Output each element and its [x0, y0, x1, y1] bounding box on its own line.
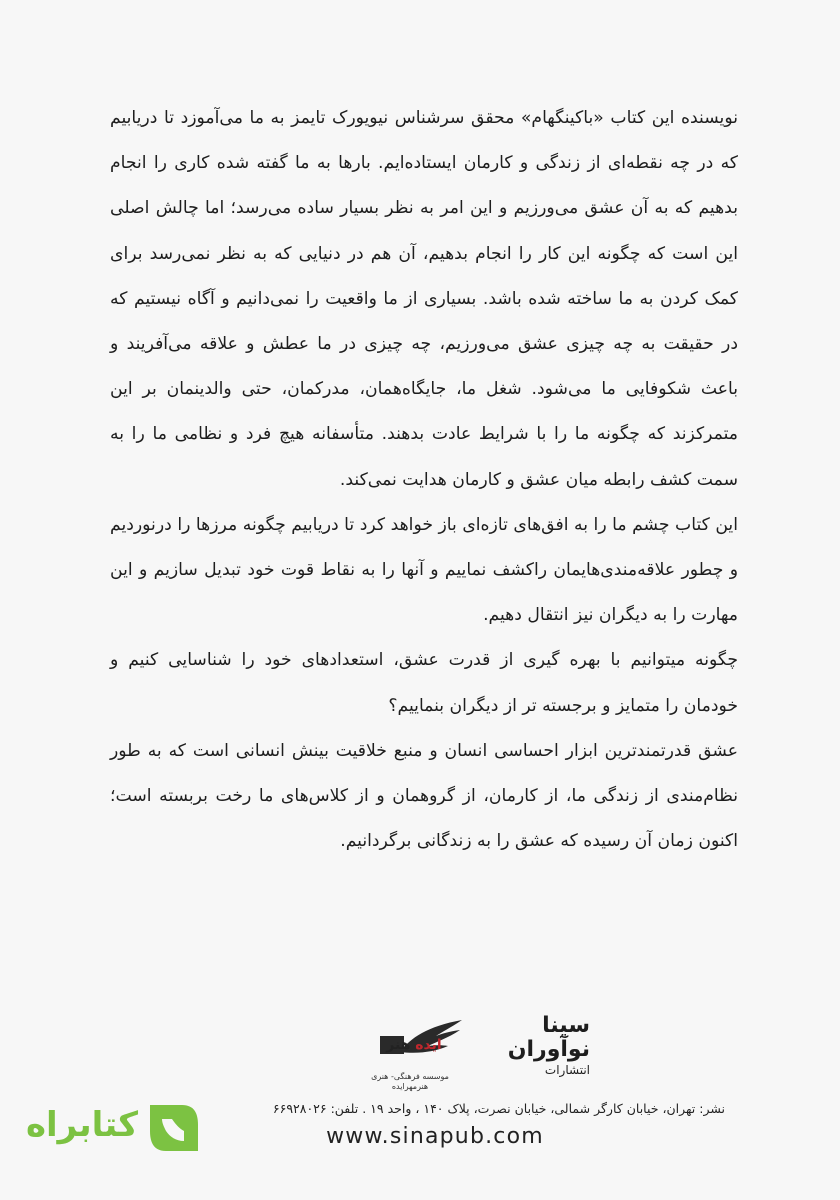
hmehr-logo-word — [384, 1038, 444, 1052]
ketabrah-wordmark: کتابراه — [25, 1105, 138, 1145]
publisher-website: www.sinapub.com — [326, 1124, 544, 1149]
hmehr-logo-subtitle — [370, 1072, 450, 1092]
publisher-logos — [370, 1010, 590, 1098]
hmehr-ideh-logo — [370, 1018, 466, 1098]
hmehr-logo-sub2: هنرمهرایده — [391, 1082, 429, 1091]
hmehr-logo-black-word: هنر — [386, 1037, 411, 1053]
back-cover-text — [110, 96, 738, 864]
paragraph-2: این کتاب چشم ما را به افق‌های تازه‌ای باز خواهد کرد تا دریابیم چگونه مرزها را درنوردیم و چطور علاقه‌مندی‌هایمان راکشف نماییم و آنها را به نقاط قوت خود تبدیل سازیم و این مهارت را به دیگران نیز انتقال دهیم. — [110, 514, 738, 626]
paragraph-4: عشق قدرتمندترین ابزار احساسی انسان و منبع خلاقیت بینش انسانی است که به طور نظام‌مندی از زندگی ما، از کارمان، از گروهمان و از کلاس‌های ما رخت بربسته است؛ اکنون زمان آن رسیده که عشق را به زندگانی برگردانیم. — [110, 740, 738, 852]
ketabrah-logo — [25, 1095, 208, 1161]
hmehr-logo-sub1: موسسه فرهنگی- هنری — [371, 1072, 449, 1081]
sina-logo-line1: سینا — [542, 1013, 590, 1038]
paragraph-3: چگونه میتوانیم با بهره گیری از قدرت عشق، استعدادهای خود را شناسایی کنیم و خودمان را متمایز و برجسته تر از دیگران بنماییم؟ — [110, 650, 738, 716]
paragraph-1: نویسنده این کتاب «باکینگهام» محقق سرشناس نیویورک تایمز به ما می‌آموزد تا دریابیم که در چه نقطه‌ای از زندگی و کارمان ایستاده‌ایم. بارها به ما گفته شده کاری را انجام بدهیم که به آن عشق می‌ورزیم و این امر به نظر بسیار ساده می‌رسد؛ اما چالش اصلی این است که چگونه این کار را انجام بدهیم، آن هم در دنیایی که به نظر نمی‌رسد برای کمک کردن به ما ساخته شده باشد. بسیاری از ما واقعیت را نمی‌دانیم و آگاه نیستیم که در حقیقت به چه چیزی عشق می‌ورزیم، چه چیزی در ما عطش و علاقه می‌آفریند و باعث شکوفایی ما می‌شود. شغل ما، جایگاه‌همان، مدرکمان، حتی والدینمان بر این متمرکزند که چگونه ما را با شرایط عادت بدهند. متأسفانه هیچ فرد و نظامی ما را به سمت کشف رابطه میان عشق و کارمان هدایت نمی‌کند. — [110, 108, 738, 490]
sina-logo-line3: انتشارات — [544, 1063, 590, 1077]
sina-logo-line2: نوآوران — [507, 1037, 590, 1062]
sina-publisher-logo — [502, 1014, 590, 1096]
ketabrah-book-icon — [142, 1097, 204, 1159]
publisher-address: نشر: تهران، خیابان کارگر شمالی، خیابان نصرت، پلاک ۱۴۰ ، واحد ۱۹ . تلفن: ۶۶۹۲۸۰۲۶ — [272, 1101, 725, 1116]
hmehr-logo-red-word: ایده — [415, 1037, 442, 1053]
